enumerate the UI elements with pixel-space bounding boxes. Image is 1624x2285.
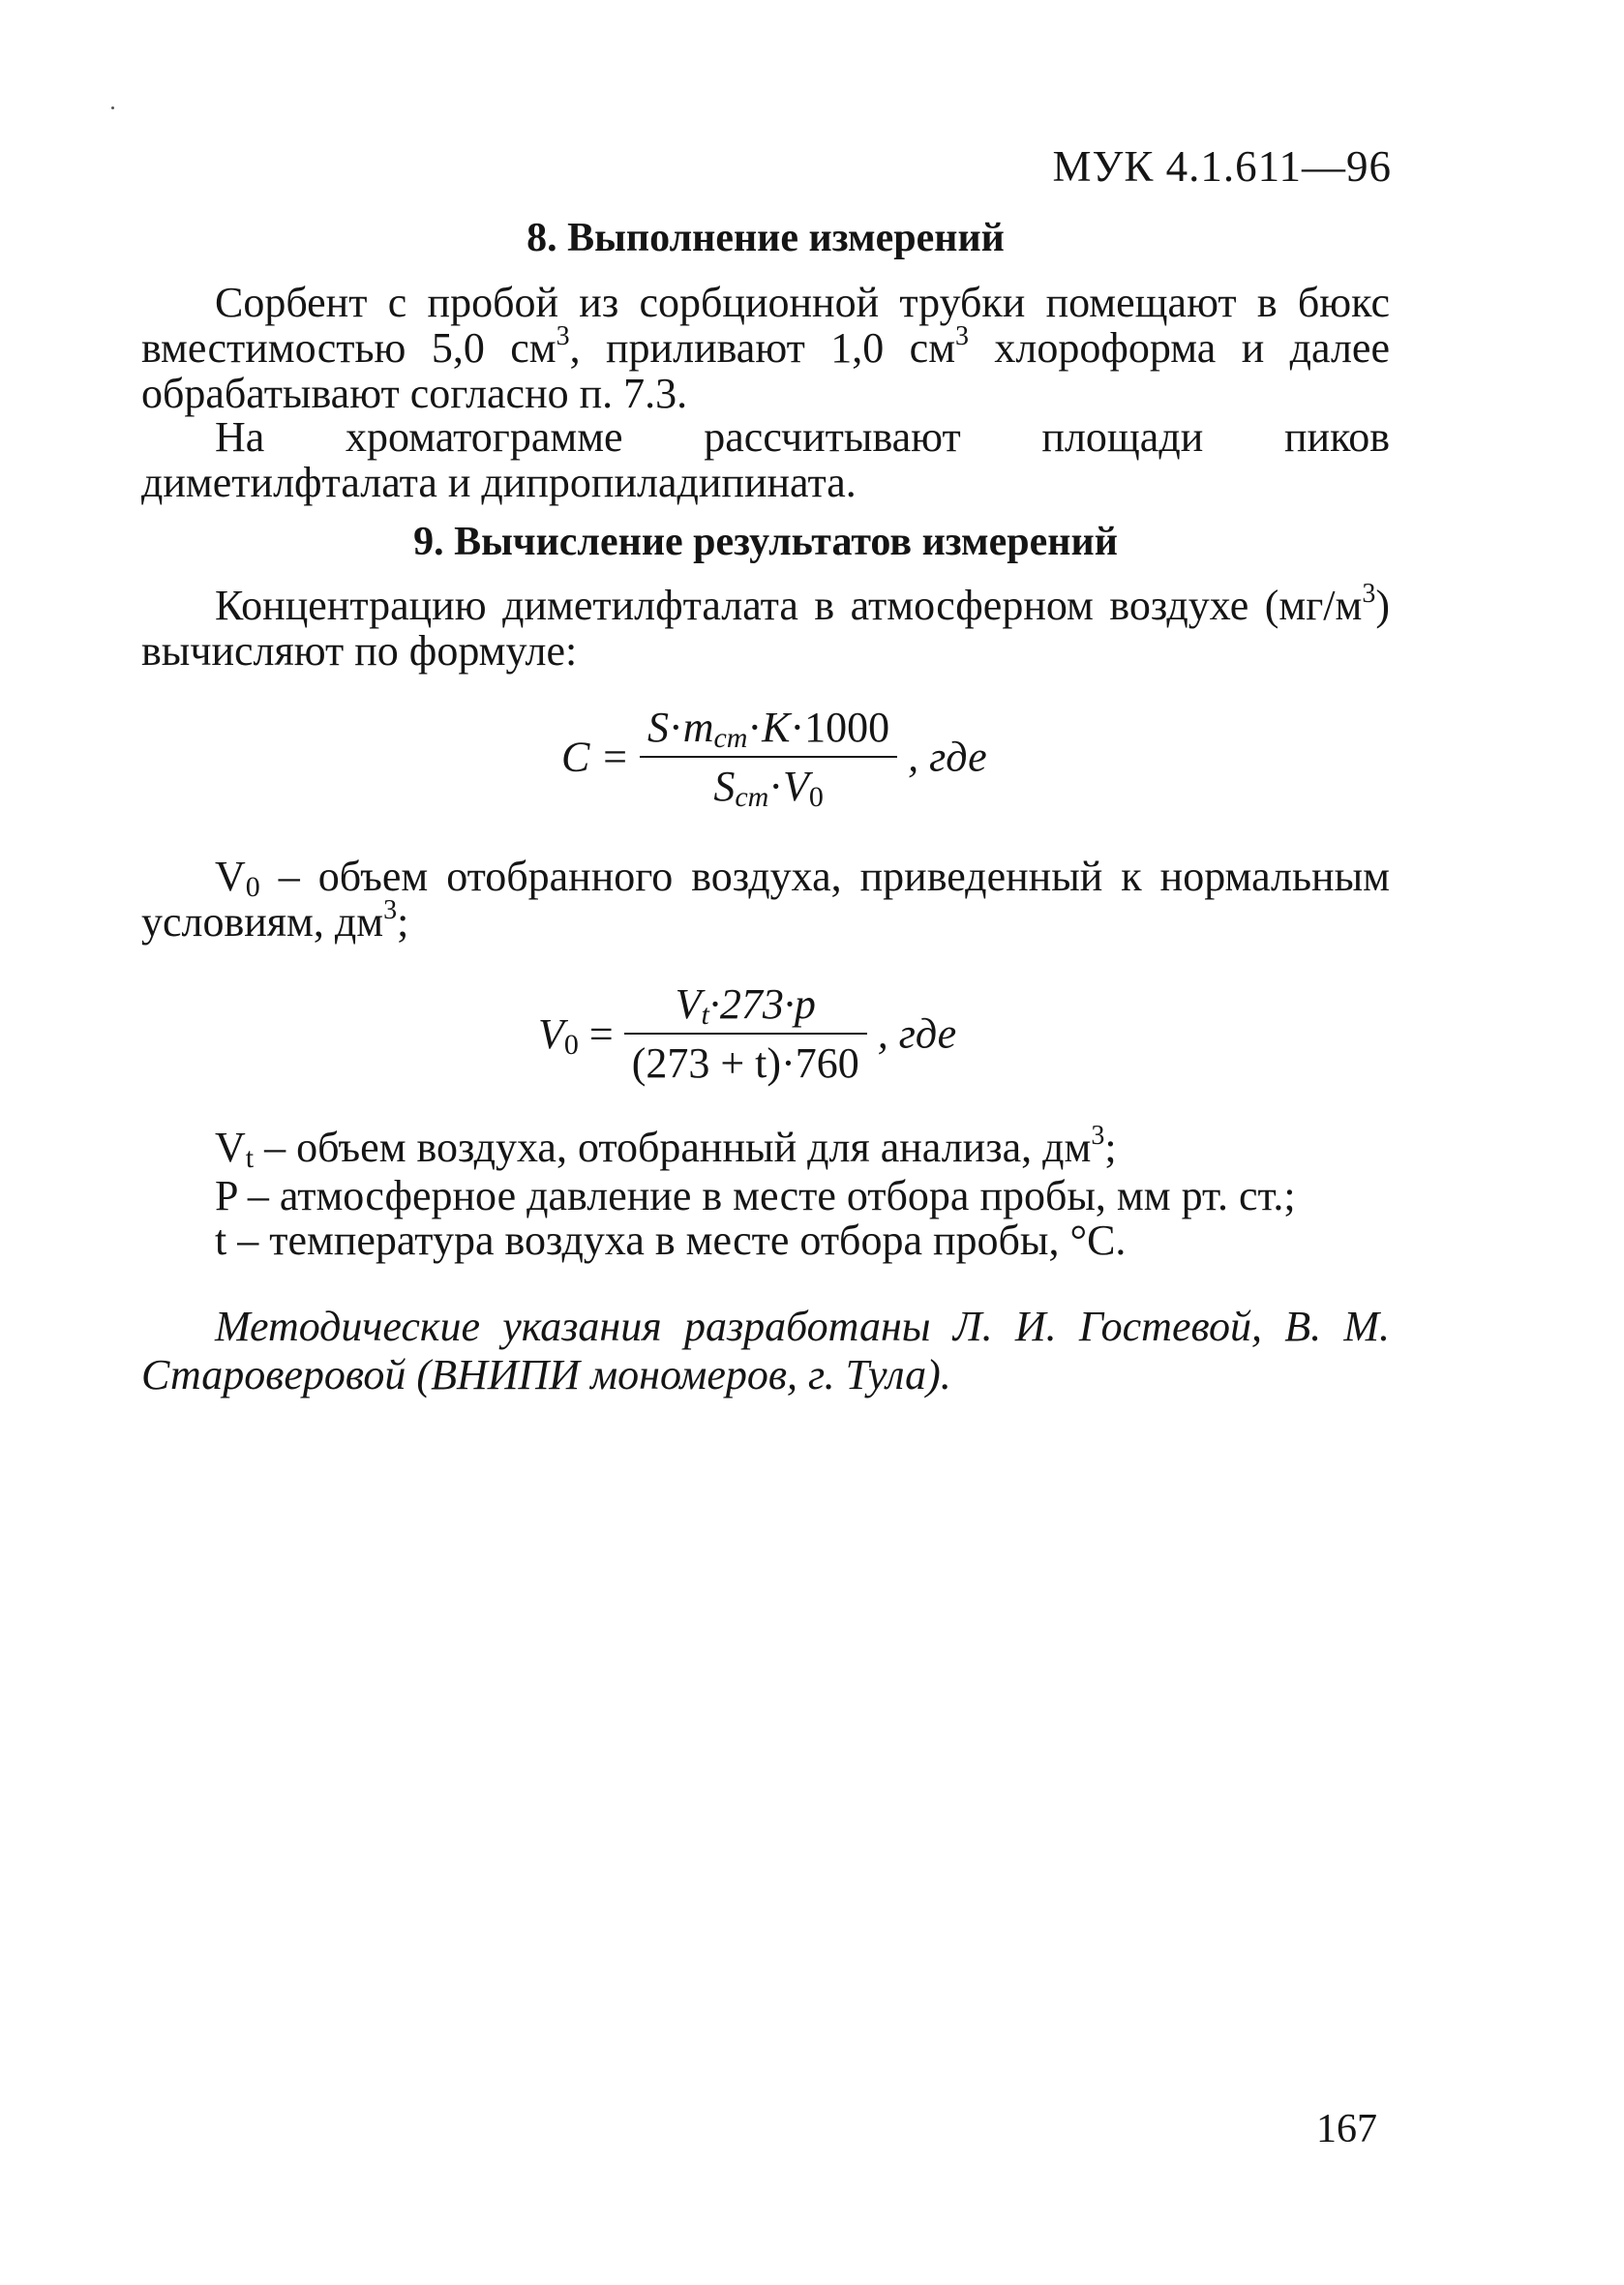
formula1-num-s: S (647, 704, 670, 751)
p1-sup-2: 3 (955, 321, 970, 351)
p-definition (141, 1173, 1390, 1218)
formula1-den-v-sub: 0 (808, 781, 824, 813)
formula1-num-m: m (682, 704, 714, 751)
def-symbol: t (215, 1217, 227, 1264)
v0-symbol: V (215, 853, 246, 900)
formula2-lhs (538, 1009, 614, 1061)
def-end: ; (1104, 1124, 1117, 1171)
def-sup: 3 (1091, 1121, 1105, 1151)
formula1-den-v: V (782, 763, 809, 810)
v0-end: ; (397, 898, 409, 946)
formula2-numerator (624, 979, 867, 1033)
def-symbol: V (215, 1124, 246, 1171)
v0-sup: 3 (383, 895, 398, 925)
formula-volume (538, 979, 956, 1088)
print-speck (111, 106, 114, 109)
section-8-heading: 8. Выполнение измерений (526, 216, 1005, 260)
section-8-paragraph-2: На хроматограмме рассчитывают площади пиков диметилфталата и дипропиладипината. (141, 413, 1390, 506)
def-text: – атмосферное давление в месте отбора пробы, мм рт. ст.; (236, 1172, 1296, 1219)
p1-sup-1: 3 (556, 321, 570, 351)
s9-p1-text-2: ) вычисляют по формуле: (141, 582, 1390, 675)
section-9-heading: 9. Вычисление результатов измерений (413, 520, 1118, 564)
author-note: Методические указания разработаны Л. И. Гостевой, В. М. Староверовой (ВНИПИ мономеров, г. Тула). (141, 1303, 1390, 1398)
formula2-num-v: V (675, 980, 702, 1028)
v0-text: – объем отобранного воздуха, приведенный к нормальным условиям, дм (141, 853, 1390, 946)
vt-definition (141, 1121, 1390, 1174)
formula1-den-s: S (713, 763, 736, 810)
t-definition (141, 1218, 1390, 1263)
s9-p1-text-1: Концентрацию диметилфталата в атмосферном воздухе (мг/м (215, 582, 1363, 629)
formula2-lhs-sub: 0 (563, 1028, 579, 1061)
v0-definition (141, 854, 1390, 945)
def-text: – температура воздуха в месте отбора пробы, °С. (226, 1217, 1127, 1264)
formula-concentration (561, 703, 987, 811)
page-number: 167 (1316, 2107, 1377, 2151)
formula1-den-s-sub: cm (735, 781, 769, 813)
formula2-denominator: (273 + t)·760 (624, 1033, 867, 1088)
section-8-paragraph-1 (141, 280, 1390, 416)
formula2-num-rest: ·273·p (708, 980, 816, 1028)
formula1-num-k: K (762, 704, 791, 751)
formula2-fraction (624, 979, 867, 1088)
formula2-lhs-v: V (538, 1009, 564, 1058)
formula1-lhs: C = (561, 733, 630, 781)
def-symbol: P (215, 1172, 237, 1219)
p1-text-2: , приливают 1,0 см (569, 324, 956, 372)
formula1-fraction (640, 703, 897, 811)
formula1-where: , где (908, 733, 987, 781)
formula1-denominator: $S_{cm}\cdot V_0$ (640, 756, 897, 811)
formula2-where: , где (877, 1009, 957, 1058)
def-text: – объем воздуха, отобранный для анализа, дм (254, 1124, 1092, 1171)
formula2-eq: = (588, 1009, 614, 1058)
formula1-num-1000: 1000 (804, 704, 890, 751)
s9-p1-sup: 3 (1362, 579, 1376, 609)
section-9-paragraph-1 (141, 579, 1390, 675)
formula1-num-m-sub: cm (713, 722, 748, 754)
v0-symbol-sub: 0 (245, 871, 260, 903)
formula1-numerator: $S\cdot m_{cm}\cdot K\cdot 1000$ (647, 704, 890, 754)
document-code: МУК 4.1.611—96 (1052, 142, 1392, 191)
p1-text-1: Сорбент с пробой из сорбционной трубки помещают в бюкс вместимостью 5,0 см (141, 279, 1390, 372)
formula2-num-v-sub: t (701, 999, 709, 1031)
p1-text-3: хлороформа и далее обрабатывают согласно п. 7.3. (141, 324, 1390, 417)
def-symbol-sub: t (245, 1142, 255, 1174)
